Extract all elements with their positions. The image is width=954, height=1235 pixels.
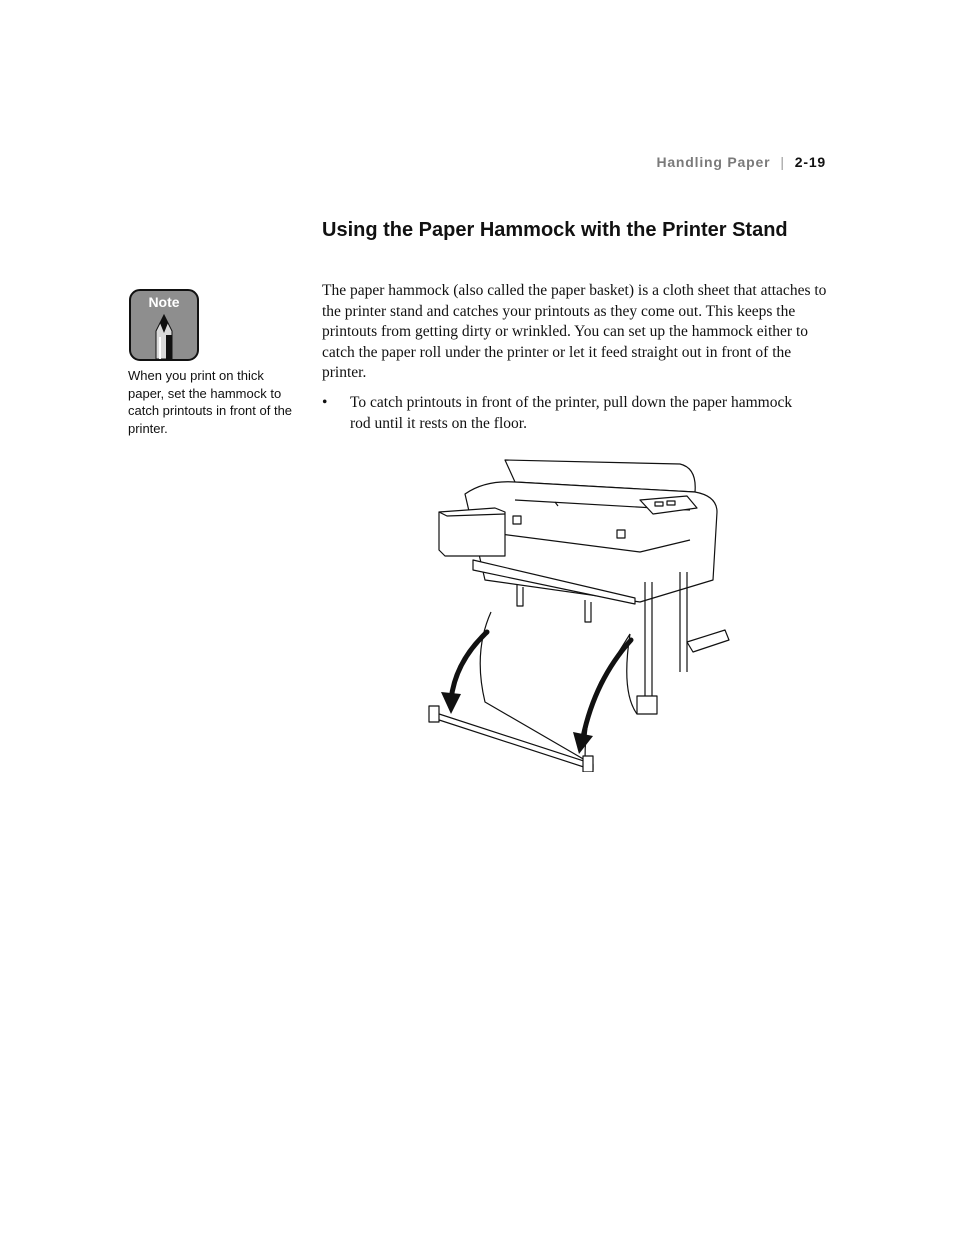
- bullet-text: To catch printouts in front of the printer, pull down the paper hammock rod until it rests on the floor.: [350, 394, 793, 432]
- note-icon: [129, 289, 199, 361]
- running-header: [656, 154, 826, 170]
- body-paragraph: The paper hammock (also called the paper basket) is a cloth sheet that attaches to the printer stand and catches your printouts as they come out. This keeps the printouts from getting dirty or wrinkled. You can set up the hammock either to catch the paper roll under the printer or let it feed straight out in front of the printer.: [322, 282, 827, 381]
- printer-hammock-illustration: [425, 452, 735, 772]
- note-label: Note: [148, 294, 180, 310]
- header-section-title: Handling Paper: [656, 154, 771, 170]
- note-text: When you print on thick paper, set the hammock to catch printouts in front of the printer.: [128, 368, 293, 436]
- bullet-marker: •: [322, 394, 328, 411]
- page-number: 2-19: [794, 154, 826, 170]
- section-heading: Using the Paper Hammock with the Printer Stand: [322, 219, 788, 241]
- bullet-item: [322, 393, 802, 434]
- header-divider: |: [780, 154, 785, 170]
